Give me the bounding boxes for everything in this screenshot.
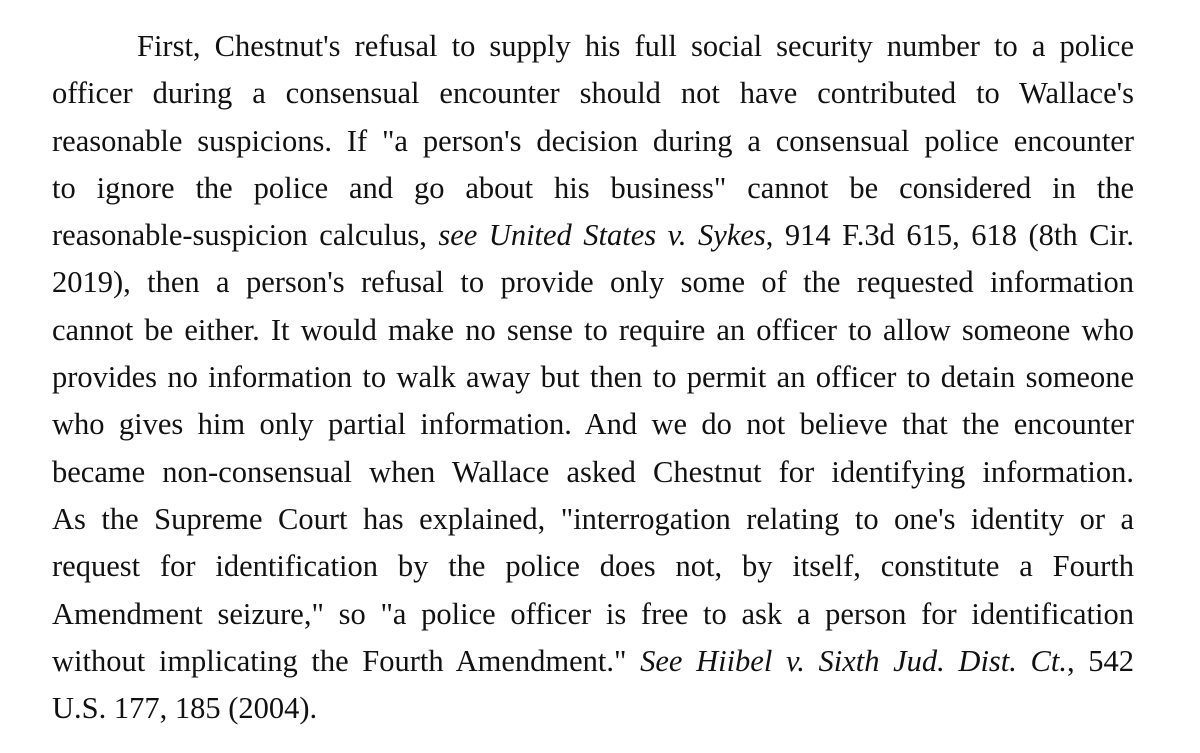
text-segment: request for identification by the police does not, by itself, constitute a Fourth xyxy=(52,549,1134,584)
text-segment: 2019), then a person's refusal to provide only some of the requested information xyxy=(52,265,1134,300)
text-segment: officer during a consensual encounter should not have contributed to Wallace's xyxy=(52,76,1134,111)
text-segment: cannot be either. It would make no sense to require an officer to allow someone who xyxy=(52,312,1134,347)
text-line xyxy=(52,685,1134,732)
text-segment: to ignore the police and go about his business" cannot be considered in the xyxy=(52,170,1134,205)
text-segment: who gives him only partial information. And we do not believe that the encounter xyxy=(52,407,1134,442)
text-line xyxy=(52,354,1134,401)
case-citation-hiibel: See Hiibel v. Sixth Jud. Dist. Ct. xyxy=(640,643,1067,678)
case-citation-sykes: see United States v. Sykes xyxy=(438,218,766,253)
text-line xyxy=(52,165,1134,212)
text-line xyxy=(52,543,1134,590)
text-line xyxy=(52,23,1134,70)
text-segment: reasonable suspicions. If "a person's decision during a consensual police encounter xyxy=(52,123,1134,158)
text-segment: provides no information to walk away but then to permit an officer to detain someone xyxy=(52,360,1134,395)
text-line xyxy=(52,307,1134,354)
text-line xyxy=(52,118,1134,165)
text-line xyxy=(52,591,1134,638)
text-segment: Amendment seizure," so "a police officer is free to ask a person for identification xyxy=(52,596,1134,631)
opinion-paragraph xyxy=(52,23,1134,732)
text-line xyxy=(52,449,1134,496)
text-segment: , 914 F.3d 615, 618 (8th Cir. xyxy=(765,218,1134,253)
text-segment: reasonable-suspicion calculus, xyxy=(52,218,439,253)
text-segment: without implicating the Fourth Amendment." xyxy=(52,643,641,678)
text-line xyxy=(52,259,1134,306)
text-line xyxy=(52,70,1134,117)
text-line xyxy=(52,212,1134,259)
text-segment: , 542 xyxy=(1066,643,1135,678)
text-segment: First, Chestnut's refusal to supply his full social security number to a police xyxy=(137,29,1134,63)
text-segment: became non-consensual when Wallace asked Chestnut for identifying information. xyxy=(52,454,1134,489)
text-line xyxy=(52,496,1134,543)
text-line xyxy=(52,401,1134,448)
text-segment: As the Supreme Court has explained, "interrogation relating to one's identity or a xyxy=(52,501,1134,536)
text-segment: U.S. 177, 185 (2004). xyxy=(52,691,318,726)
text-line xyxy=(52,638,1134,685)
